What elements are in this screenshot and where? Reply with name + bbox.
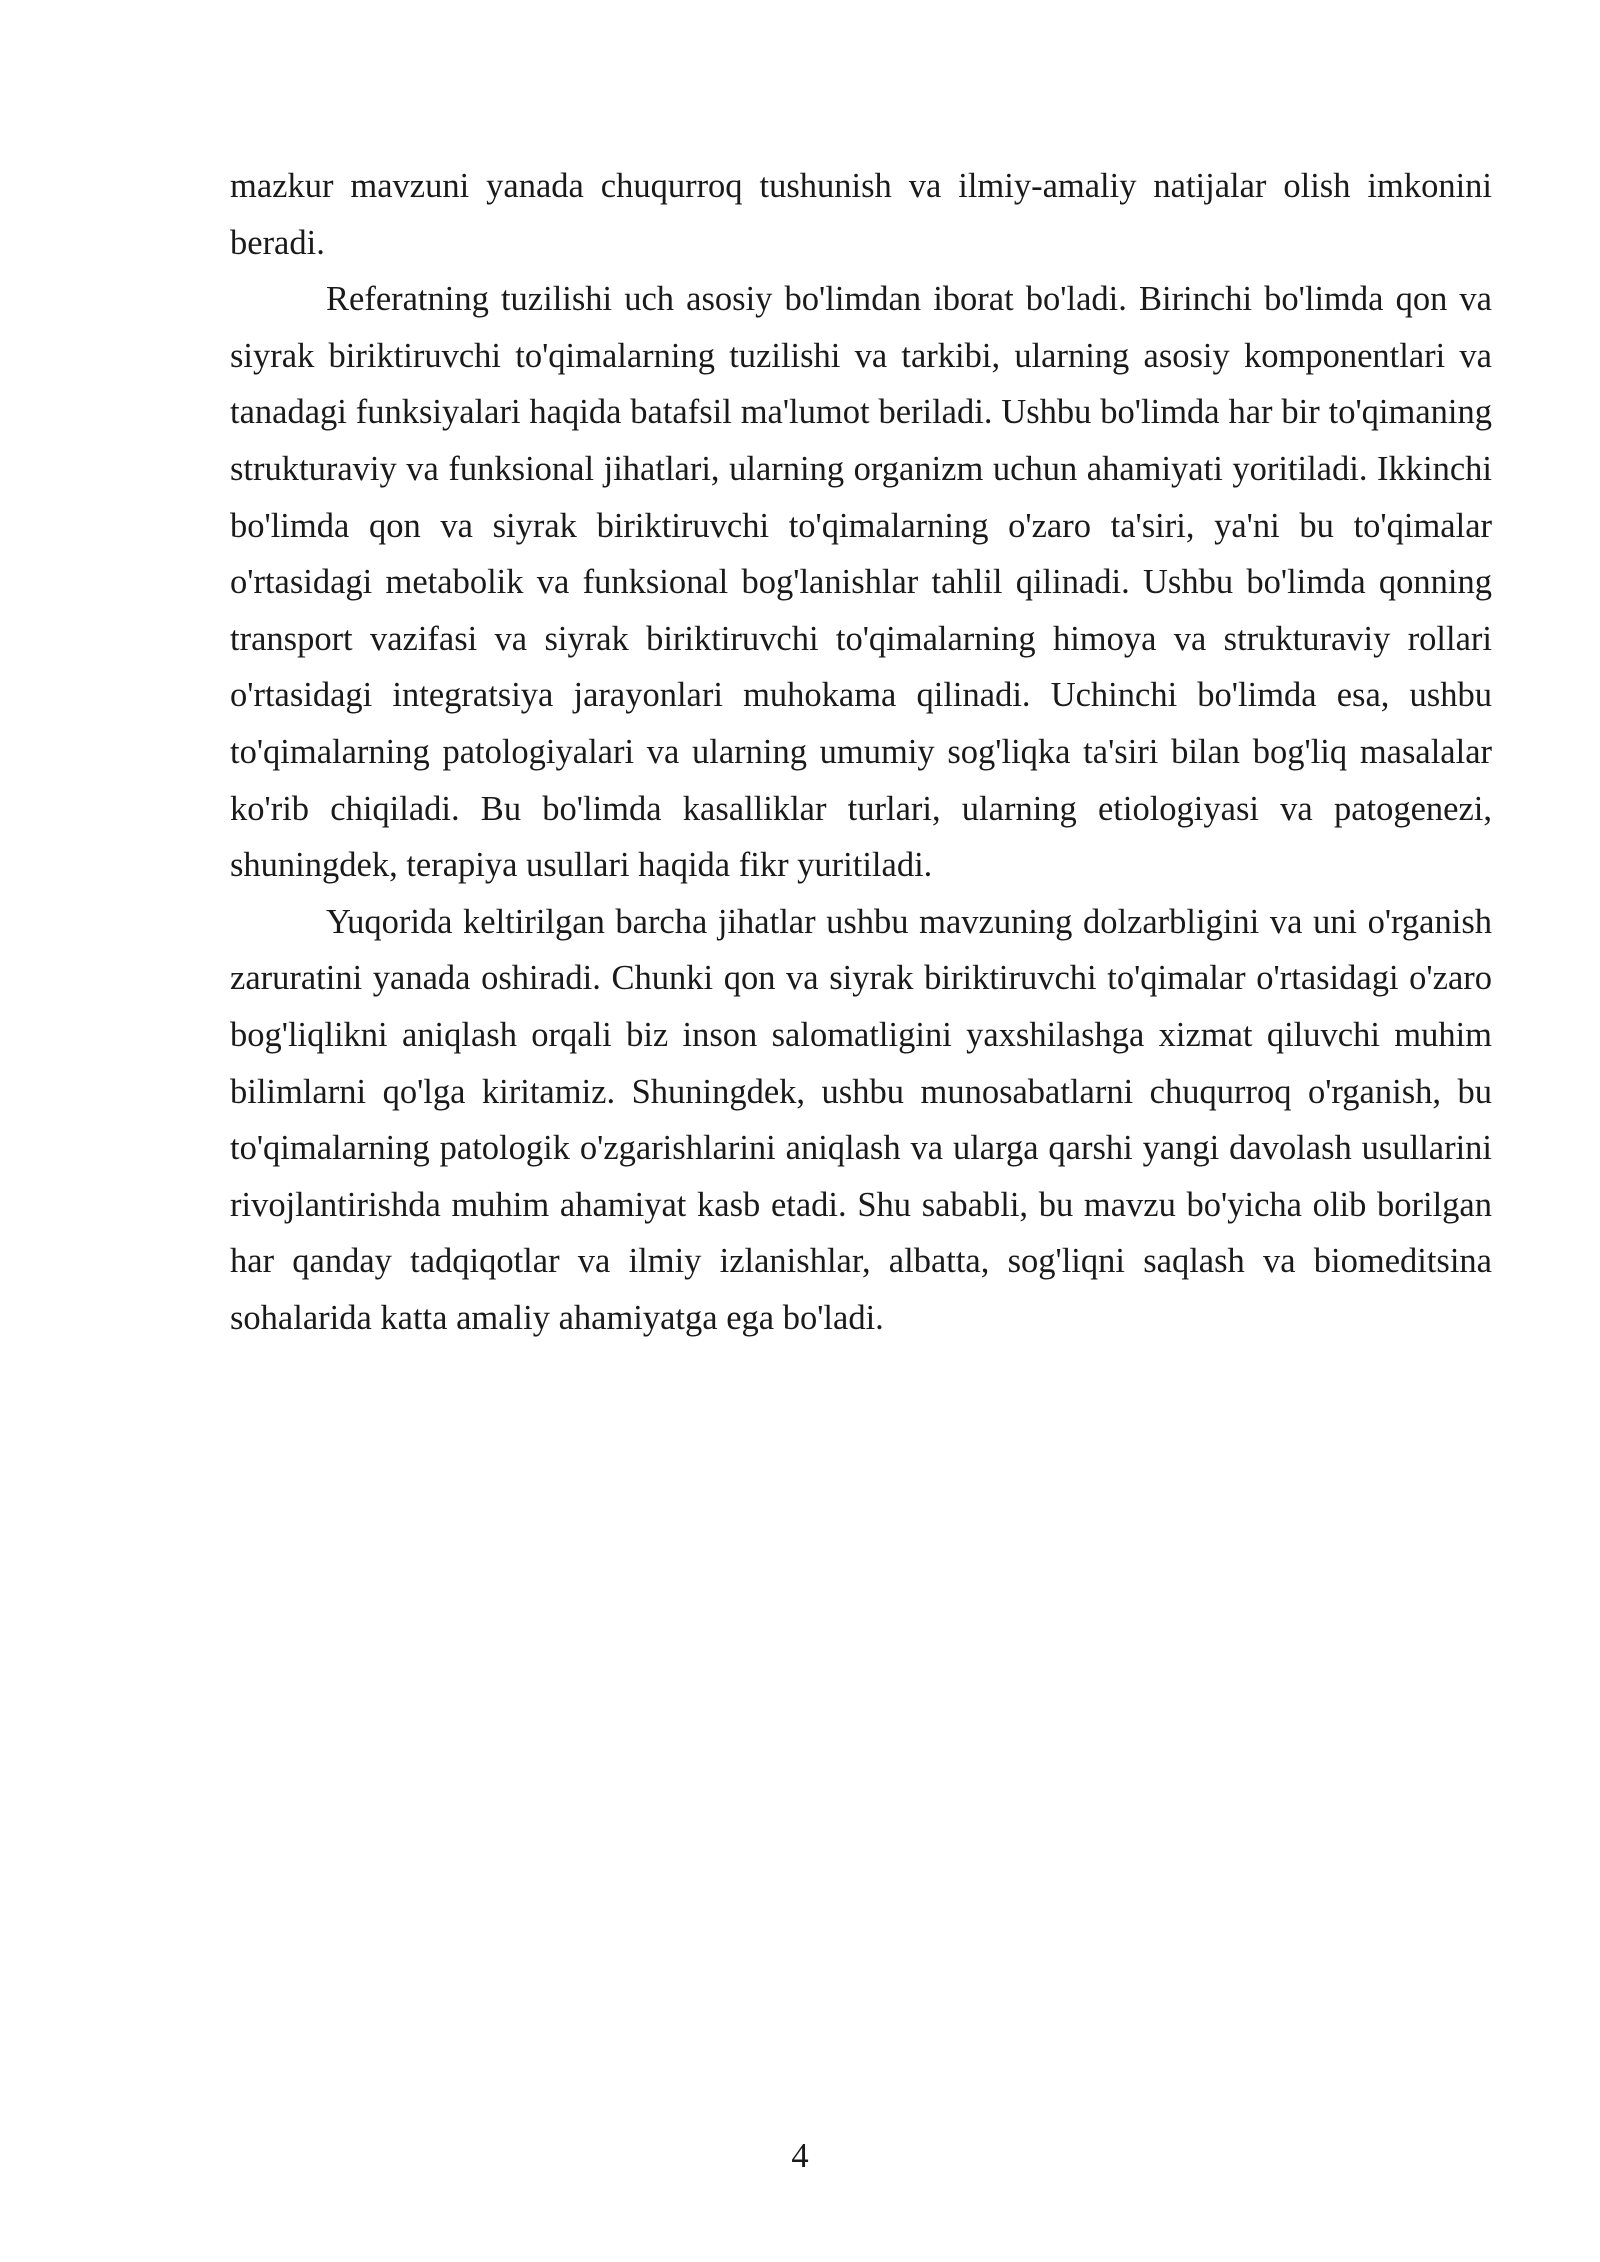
document-body	[230, 158, 1492, 1346]
paragraph-structure: Referatning tuzilishi uch asosiy bo'limdan iborat bo'ladi. Birinchi bo'limda qon va siyrak biriktiruvchi to'qimalarning tuzilishi va tarkibi, ularning asosiy komponentlari va tanadagi funksiyalari haqida batafsil ma'lumot beriladi. Ushbu bo'limda har bir to'qimaning strukturaviy va funksional jihatlari, ularning organizm uchun ahamiyati yoritiladi. Ikkinchi bo'limda qon va siyrak biriktiruvchi to'qimalarning o'zaro ta'siri, ya'ni bu to'qimalar o'rtasidagi metabolik va funksional bog'lanishlar tahlil qilinadi. Ushbu bo'limda qonning transport vazifasi va siyrak biriktiruvchi to'qimalarning himoya va strukturaviy rollari o'rtasidagi integratsiya jarayonlari muhokama qilinadi. Uchinchi bo'limda esa, ushbu to'qimalarning patologiyalari va ularning umumiy sog'liqka ta'siri bilan bog'liq masalalar ko'rib chiqiladi. Bu bo'limda kasalliklar turlari, ularning etiologiyasi va patogenezi, shuningdek, terapiya usullari haqida fikr yuritiladi.	[230, 280, 1492, 885]
paragraph-relevance: Yuqorida keltirilgan barcha jihatlar ushbu mavzuning dolzarbligini va uni o'rganish zaruratini yanada oshiradi. Chunki qon va siyrak biriktiruvchi to'qimalar o'rtasidagi o'zaro bog'liqlikni aniqlash orqali biz inson salomatligini yaxshilashga xizmat qiluvchi muhim bilimlarni qo'lga kiritamiz. Shuningdek, ushbu munosabatlarni chuqurroq o'rganish, bu to'qimalarning patologik o'zgarishlarini aniqlash va ularga qarshi yangi davolash usullarini rivojlantirishda muhim ahamiyat kasb etadi. Shu sababli, bu mavzu bo'yicha olib borilgan har qanday tadqiqotlar va ilmiy izlanishlar, albatta, sog'liqni saqlash va biomeditsina sohalarida katta amaliy ahamiyatga ega bo'ladi.	[230, 902, 1492, 1337]
paragraph-continuation: mazkur mavzuni yanada chuqurroq tushunish va ilmiy-amaliy natijalar olish imkonini beradi.	[230, 167, 1492, 262]
page-number: 4	[791, 2137, 809, 2175]
